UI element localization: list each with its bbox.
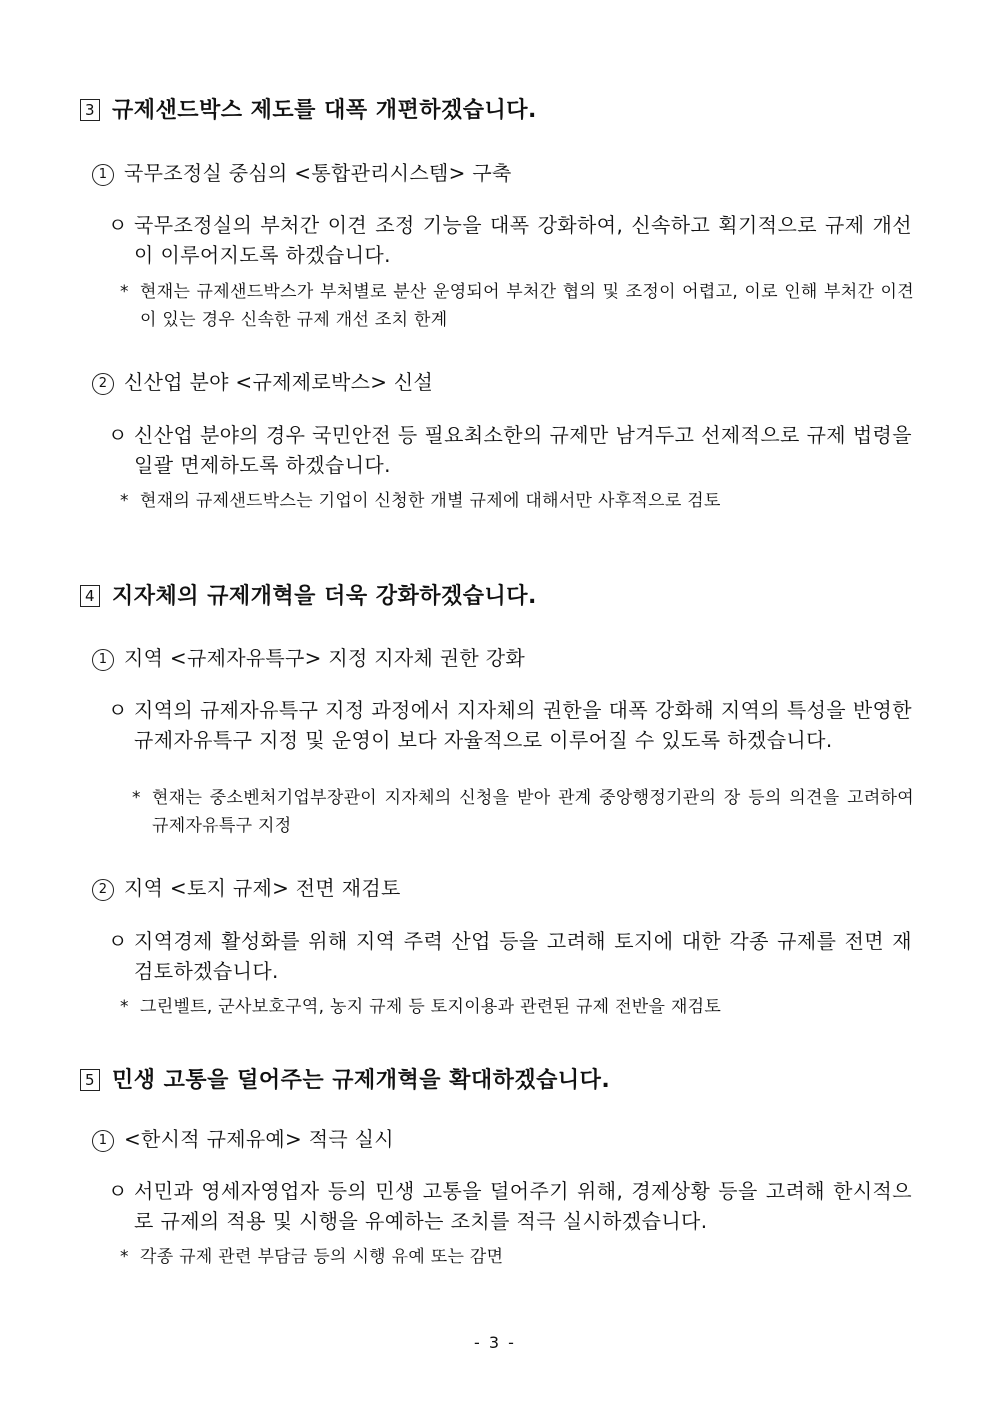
section-title: 민생 고통을 덜어주는 규제개혁을 확대하겠습니다. [112,1068,611,1093]
subsection-number: 1 [92,649,114,671]
note-text: 현재의 규제샌드박스는 기업이 신청한 개별 규제에 대해서만 사후적으로 검토 [140,491,721,511]
section-heading-3 [80,93,537,124]
note-text: 각종 규제 관련 부담금 등의 시행 유예 또는 감면 [140,1247,504,1267]
note-mark: * [120,282,129,302]
subsection-heading [92,1123,394,1152]
note-mark: * [120,1247,129,1267]
note-text: 현재는 규제샌드박스가 부처별로 분산 운영되어 부처간 협의 및 조정이 어렵고, 이로 인해 부처간 이견이 있는 경우 신속한 규제 개선 조치 한계 [140,282,914,330]
subsection-number: 1 [92,164,114,186]
bullet-text: 지역의 규제자유특구 지정 과정에서 지자체의 권한을 대폭 강화해 지역의 특성을 반영한 규제자유특구 지정 및 운영이 보다 자율적으로 이루어질 수 있도록 하겠습니다. [134,698,912,752]
bullet-item [108,420,914,482]
subsection-number: 1 [92,1130,114,1152]
section-number-box: 3 [80,99,100,121]
note-text: 현재는 중소벤처기업부장관이 지자체의 신청을 받아 관계 중앙행정기관의 장 등의 의견을 고려하여 규제자유특구 지정 [152,788,914,836]
note-mark: * [132,788,141,808]
note-item [120,993,914,1023]
section-title: 지자체의 규제개혁을 더욱 강화하겠습니다. [112,584,537,609]
section-heading-5 [80,1063,610,1094]
subsection-title: 지역 <규제자유특구> 지정 지자체 권한 강화 [124,646,525,670]
note-item [120,1243,914,1273]
bullet-mark: ㅇ [108,213,128,237]
page-number: - 3 - [474,1333,516,1352]
subsection-number: 2 [92,879,114,901]
note-mark: * [120,491,129,511]
bullet-text: 서민과 영세자영업자 등의 민생 고통을 덜어주기 위해, 경제상황 등을 고려해 한시적으로 규제의 적용 및 시행을 유예하는 조치를 적극 실시하겠습니다. [134,1179,912,1233]
bullet-item [108,695,914,787]
subsection-heading [92,157,512,186]
note-item [132,784,914,842]
bullet-text: 지역경제 활성화를 위해 지역 주력 산업 등을 고려해 토지에 대한 각종 규제를 전면 재검토하겠습니다. [134,929,912,983]
section-heading-4 [80,579,537,610]
subsection-number: 2 [92,373,114,395]
bullet-text: 신산업 분야의 경우 국민안전 등 필요최소한의 규제만 남겨두고 선제적으로 규제 법령을 일괄 면제하도록 하겠습니다. [134,423,912,477]
note-item [120,278,914,336]
subsection-heading [92,872,401,901]
bullet-mark: ㅇ [108,1179,128,1203]
subsection-heading [92,366,433,395]
note-item [120,487,914,517]
bullet-item [108,210,914,272]
bullet-item [108,1176,914,1238]
bullet-mark: ㅇ [108,929,128,953]
section-number-box: 4 [80,585,100,607]
bullet-text: 국무조정실의 부처간 이견 조정 기능을 대폭 강화하여, 신속하고 획기적으로 규제 개선이 이루어지도록 하겠습니다. [134,213,912,267]
note-text: 그린벨트, 군사보호구역, 농지 규제 등 토지이용과 관련된 규제 전반을 재검토 [140,997,722,1017]
subsection-heading [92,642,525,671]
bullet-item [108,926,914,988]
bullet-mark: ㅇ [108,423,128,447]
subsection-title: 지역 <토지 규제> 전면 재검토 [124,876,401,900]
section-number-box: 5 [80,1069,100,1091]
bullet-mark: ㅇ [108,698,128,722]
subsection-title: 신산업 분야 <규제제로박스> 신설 [124,370,434,394]
subsection-title: <한시적 규제유예> 적극 실시 [124,1127,394,1151]
note-mark: * [120,997,129,1017]
section-title: 규제샌드박스 제도를 대폭 개편하겠습니다. [112,98,537,123]
subsection-title: 국무조정실 중심의 <통합관리시스템> 구축 [124,161,512,185]
